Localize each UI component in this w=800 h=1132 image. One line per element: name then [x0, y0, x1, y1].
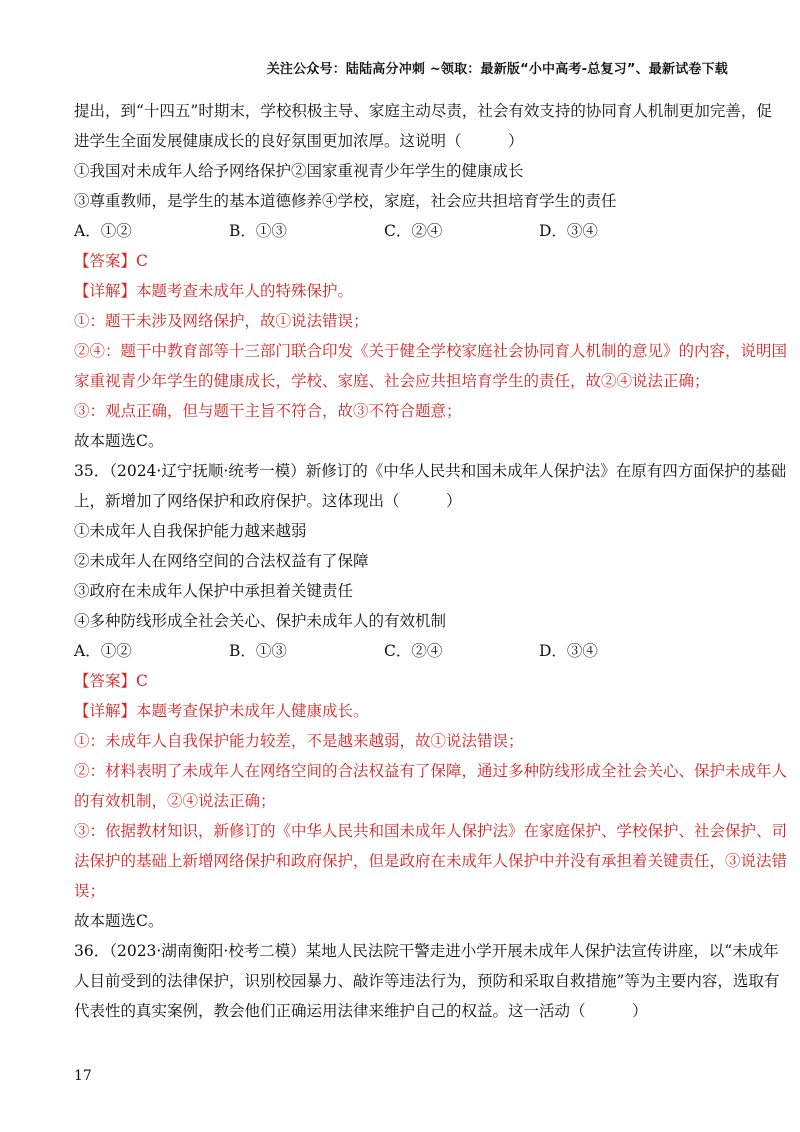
q35-stem-line2: 上，新增加了网络保护和政府保护。这体现出（ ）	[74, 492, 462, 510]
document-body	[74, 100, 788, 1030]
q36-stem-line1: 36．（2023·湖南衡阳·校考二模）某地人民法院干警走进小学开展未成年人保护法宣传讲座，以“未成年	[74, 942, 779, 960]
q35-item-2: ②未成年人在网络空间的合法权益有了保障	[74, 552, 369, 570]
q35-detail-1: ①：未成年人自我保护能力较差，不是越来越弱，故①说法错误；	[74, 732, 524, 750]
q35-detail-title: 【详解】本题考查保护未成年人健康成长。	[74, 702, 369, 720]
q34-stem-line2: 进学生全面发展健康成长的良好氛围更加浓厚。这说明（ ）	[74, 132, 524, 150]
q34-option-b: B．①③	[229, 222, 287, 240]
page-number: 17	[74, 1068, 92, 1084]
q34-option-c: C．②④	[384, 222, 443, 240]
q35-option-c: C．②④	[384, 642, 443, 660]
q34-detail-title: 【详解】本题考查未成年人的特殊保护。	[74, 282, 354, 300]
q35-detail-2b: 的有效机制，②④说法正确；	[74, 792, 276, 810]
q36-stem-line3: 代表性的真实案例，教会他们正确运用法律来维护自己的权益。这一活动（ ）	[74, 1002, 648, 1020]
q35-stem-line1: 35．（2024·辽宁抚顺·统考一模）新修订的《中华人民共和国未成年人保护法》在原有四方面保护的基础	[74, 462, 787, 480]
q35-detail-3c: 误；	[74, 882, 106, 900]
q35-detail-2a: ②：材料表明了未成年人在网络空间的合法权益有了保障，通过多种防线形成全社会关心、保护未成年人	[74, 762, 788, 780]
page-header: 关注公众号：陆陆高分冲刺 ~领取：最新版“小中高考-总复习”、最新试卷下载	[266, 62, 728, 77]
q36-stem-line2: 人目前受到的法律保护，识别校园暴力、敲诈等违法行为，预防和采取自救措施”等为主要内容，选取有	[74, 972, 780, 990]
q34-stem-line1: 提出，到“十四五”时期末，学校积极主导、家庭主动尽责，社会有效支持的协同育人机制更加完善，促	[74, 102, 772, 120]
q35-item-1: ①未成年人自我保护能力越来越弱	[74, 522, 307, 540]
q34-option-d: D．③④	[539, 222, 598, 240]
q35-conclusion: 故本题选C。	[74, 912, 164, 930]
q34-options	[74, 220, 734, 242]
q34-item-line1: ①我国对未成年人给予网络保护②国家重视青少年学生的健康成长	[74, 162, 524, 180]
q35-option-a: A．①②	[74, 642, 132, 660]
q34-conclusion: 故本题选C。	[74, 432, 164, 450]
q34-detail-2b: 家重视青少年学生的健康成长，学校、家庭、社会应共担培育学生的责任，故②④说法正确；	[74, 372, 710, 390]
q35-answer: 【答案】C	[74, 672, 148, 690]
q35-detail-3a: ③：依据教材知识，新修订的《中华人民共和国未成年人保护法》在家庭保护、学校保护、社会保护、司	[74, 822, 788, 840]
q35-item-3: ③政府在未成年人保护中承担着关键责任	[74, 582, 354, 600]
q34-answer: 【答案】C	[74, 252, 148, 270]
q34-item-line2: ③尊重教师，是学生的基本道德修养④学校，家庭，社会应共担培育学生的责任	[74, 192, 617, 210]
q34-detail-2a: ②④：题干中教育部等十三部门联合印发《关于健全学校家庭社会协同育人机制的意见》的内容，说明国	[74, 342, 788, 360]
q34-option-a: A．①②	[74, 222, 132, 240]
q35-detail-3b: 法保护的基础上新增网络保护和政府保护，但是政府在未成年人保护中并没有承担着关键责任，③说法错	[74, 852, 788, 870]
q35-option-b: B．①③	[229, 642, 287, 660]
q35-item-4: ④多种防线形成全社会关心、保护未成年人的有效机制	[74, 612, 447, 630]
q35-options	[74, 640, 734, 662]
q34-detail-1: ①：题干未涉及网络保护，故①说法错误；	[74, 312, 369, 330]
q35-option-d: D．③④	[539, 642, 598, 660]
q34-detail-3: ③：观点正确，但与题干主旨不符合，故③不符合题意；	[74, 402, 462, 420]
